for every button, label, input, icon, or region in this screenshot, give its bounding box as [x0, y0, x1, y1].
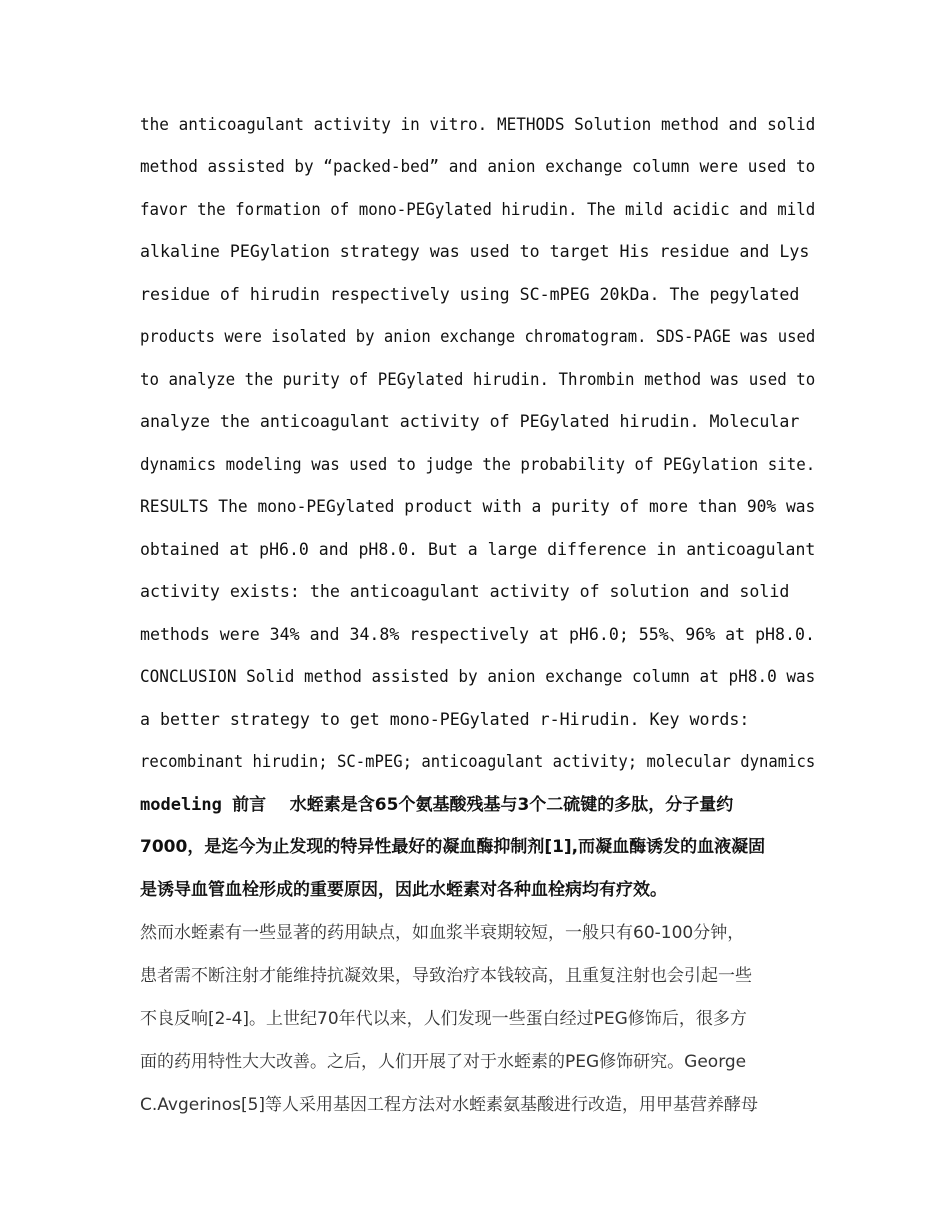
abstract-line: RESULTS The mono-PEGylated product with a purity of more than 90% was	[140, 497, 816, 516]
abstract-line: favor the formation of mono-PEGylated hirudin. The mild acidic and mild	[140, 200, 816, 219]
abstract-line: obtained at pH6.0 and pH8.0. But a large difference in anticoagulant	[140, 540, 816, 559]
abstract-line: the anticoagulant activity in vitro. METHODS Solution method and solid	[140, 115, 816, 134]
preface-text: 水蛭素是含65个氨基酸残基与3个二硫键的多肽，分子量约	[266, 795, 734, 815]
abstract-line: activity exists: the anticoagulant activity of solution and solid	[140, 582, 790, 601]
abstract-line: method assisted by “packed-bed” and anion exchange column were used to	[140, 157, 816, 176]
intro-line: 不良反响[2-4]。上世纪70年代以来，人们发现一些蛋白经过PEG修饰后，很多方	[140, 1009, 747, 1029]
preface-heading: modeling 前言	[140, 795, 267, 815]
abstract-line: recombinant hirudin; SC-mPEG; anticoagulant activity; molecular dynamics	[140, 752, 816, 771]
intro-line: 面的药用特性大大改善。之后，人们开展了对于水蛭素的PEG修饰研究。George	[140, 1052, 747, 1072]
bold-intro-line: 是诱导血管血栓形成的重要原因，因此水蛭素对各种血栓病均有疗效。	[140, 880, 667, 900]
abstract-line: methods were 34% and 34.8% respectively at pH6.0; 55%、96% at pH8.0.	[140, 625, 815, 644]
abstract-line: dynamics modeling was used to judge the probability of PEGylation site.	[140, 455, 816, 474]
abstract-line: to analyze the purity of PEGylated hirudin. Thrombin method was used to	[140, 370, 816, 389]
abstract-line: a better strategy to get mono-PEGylated r-Hirudin. Key words:	[140, 710, 750, 729]
abstract-line: products were isolated by anion exchange chromatogram. SDS-PAGE was used	[140, 327, 816, 346]
preface-line	[140, 793, 733, 817]
abstract-line: residue of hirudin respectively using SC-mPEG 20kDa. The pegylated	[140, 285, 800, 304]
bold-intro-line: 7000，是迄今为止发现的特异性最好的凝血酶抑制剂[1],而凝血酶诱发的血液凝固	[140, 837, 766, 857]
intro-line: 然而水蛭素有一些显著的药用缺点，如血浆半衰期较短，一般只有60-100分钟，	[140, 923, 745, 943]
intro-line: 患者需不断注射才能维持抗凝效果，导致治疗本钱较高，且重复注射也会引起一些	[140, 966, 752, 986]
intro-line: C.Avgerinos[5]等人采用基因工程方法对水蛭素氨基酸进行改造，用甲基营养酵母	[140, 1095, 759, 1115]
abstract-line: alkaline PEGylation strategy was used to target His residue and Lys	[140, 242, 810, 261]
abstract-line: analyze the anticoagulant activity of PEGylated hirudin. Molecular	[140, 412, 800, 431]
abstract-line: CONCLUSION Solid method assisted by anion exchange column at pH8.0 was	[140, 667, 816, 686]
